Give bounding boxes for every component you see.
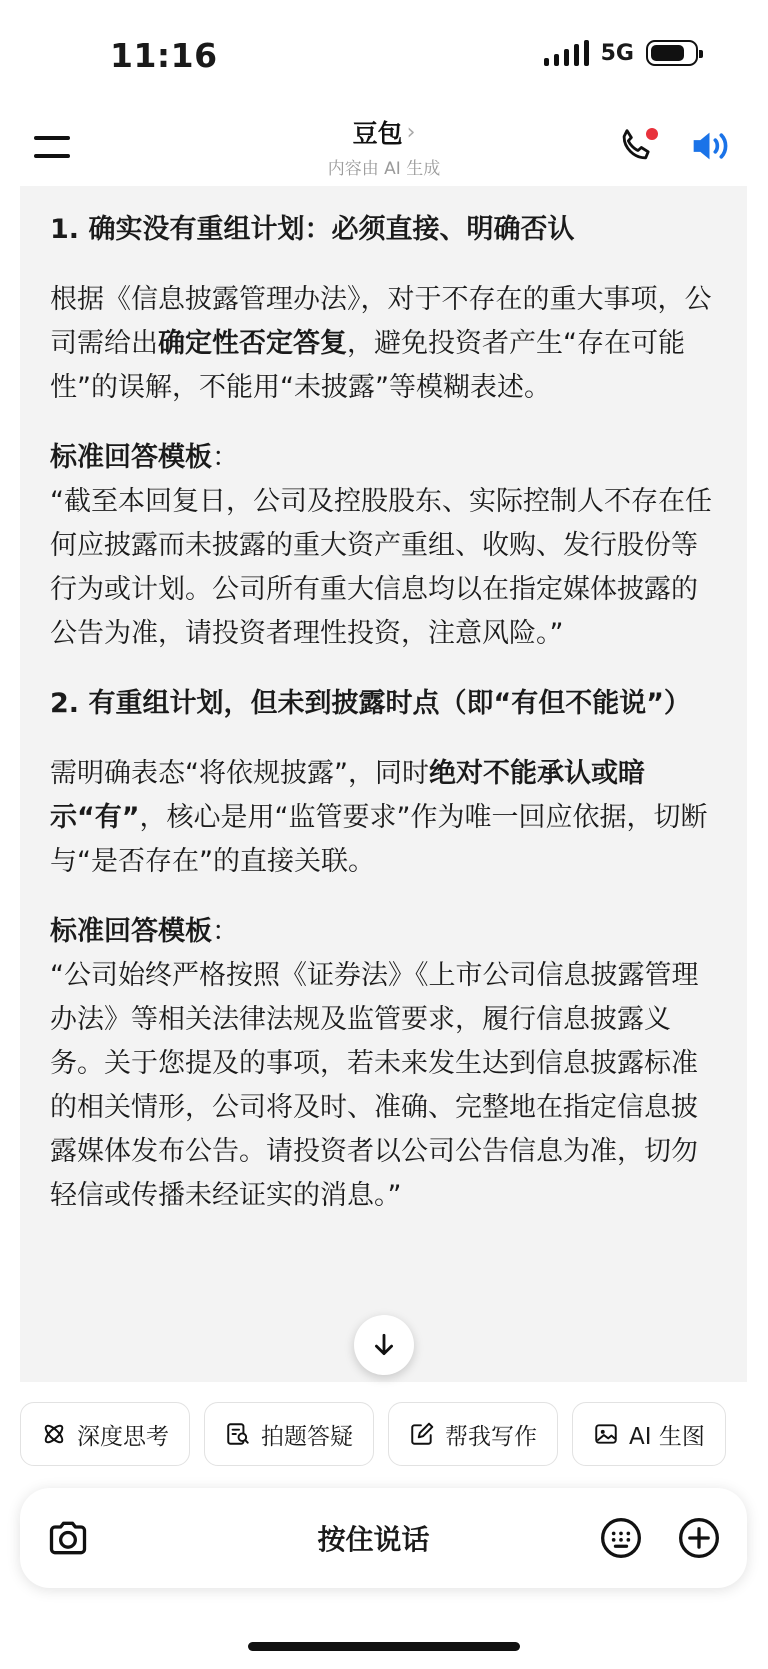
section-2-template-label	[50, 910, 717, 954]
network-label: 5G	[600, 40, 634, 66]
section-2-template-text: “公司始终严格按照《证券法》《上市公司信息披露管理办法》等相关法律法规及监管要求，履行信息披露义务。关于您提及的事项，若未来发生达到信息披露标准的相关情形，公司将及时、准确、完整地在指定信息披露媒体发布公告。请投资者以公司公告信息为准，切勿轻信或传播未经证实的消息。”	[50, 960, 699, 1211]
template-colon: ：	[212, 916, 239, 947]
section-2-heading: 2. 有重组计划，但未到披露时点（即“有但不能说”）	[50, 688, 691, 719]
hold-to-talk-button[interactable]: 按住说话	[317, 1523, 430, 1556]
ai-generated-notice: 内容由 AI 生成	[327, 159, 441, 179]
status-time: 11:16	[110, 36, 218, 75]
section-2-paragraph	[50, 752, 717, 884]
section-1-text-a: 根据《信息披露管理办法》，对于不存在的重大事项，公司需给出	[50, 284, 712, 359]
section-2-text-b: ，核心是用“监管要求”作为唯一回应依据，切断与“是否存在”的直接关联。	[50, 802, 708, 877]
edit-icon	[409, 1421, 435, 1447]
call-status-dot	[646, 128, 658, 140]
chip-ai-image[interactable]	[572, 1402, 726, 1466]
chip-label: 拍题答疑	[261, 1423, 353, 1450]
bot-title: 豆包	[352, 119, 403, 148]
phone-call-button[interactable]	[616, 126, 660, 170]
arrow-down-icon	[371, 1332, 397, 1358]
section-1-template-text: “截至本回复日，公司及控股股东、实际控制人不存在任何应披露而未披露的重大资产重组、收购、发行股份等行为或计划。公司所有重大信息均以在指定媒体披露的公告为准，请投资者理性投资，注意风险。”	[50, 486, 712, 649]
section-1-text-b: ，避免投资者产生“存在可能性”的误解，不能用“未披露”等模糊表述。	[50, 328, 685, 403]
scroll-to-bottom-button[interactable]	[354, 1315, 414, 1375]
image-icon	[593, 1421, 619, 1447]
section-2-bold: 绝对不能承认或暗示“有”	[50, 758, 645, 833]
atom-icon	[41, 1421, 67, 1447]
signal-icon	[544, 40, 589, 66]
chip-photo-question[interactable]	[204, 1402, 374, 1466]
template-label: 标准回答模板	[50, 916, 212, 947]
chip-label: AI 生图	[629, 1423, 705, 1450]
input-bar	[20, 1488, 747, 1588]
section-1-heading: 1. 确实没有重组计划：必须直接、明确否认	[50, 214, 575, 245]
quick-actions	[20, 1402, 726, 1466]
status-bar	[0, 0, 768, 110]
keyboard-icon	[599, 1516, 643, 1560]
speaker-button[interactable]	[690, 126, 736, 170]
bot-title-button[interactable]	[353, 114, 416, 150]
scan-question-icon	[225, 1421, 251, 1447]
chevron-right-icon: ›	[406, 119, 416, 145]
plus-icon	[677, 1516, 721, 1560]
section-1-paragraph	[50, 278, 717, 410]
chip-help-write[interactable]	[388, 1402, 558, 1466]
section-1-template-label	[50, 436, 717, 480]
template-colon: ：	[212, 442, 239, 473]
chip-label: 深度思考	[77, 1423, 169, 1450]
chat-header	[0, 110, 768, 186]
chip-label: 帮我写作	[445, 1423, 537, 1450]
add-button[interactable]	[677, 1516, 721, 1560]
status-indicators	[544, 40, 698, 66]
chip-deep-thinking[interactable]	[20, 1402, 190, 1466]
keyboard-button[interactable]	[599, 1516, 643, 1560]
camera-icon	[46, 1516, 90, 1560]
battery-icon	[646, 40, 698, 66]
template-label: 标准回答模板	[50, 442, 212, 473]
speaker-icon	[690, 126, 734, 166]
section-1-bold: 确定性否定答复	[158, 328, 347, 359]
assistant-message	[20, 186, 747, 1382]
home-indicator	[248, 1642, 520, 1651]
section-2-text-a: 需明确表态“将依规披露”，同时	[50, 758, 429, 789]
camera-button[interactable]	[46, 1516, 92, 1560]
